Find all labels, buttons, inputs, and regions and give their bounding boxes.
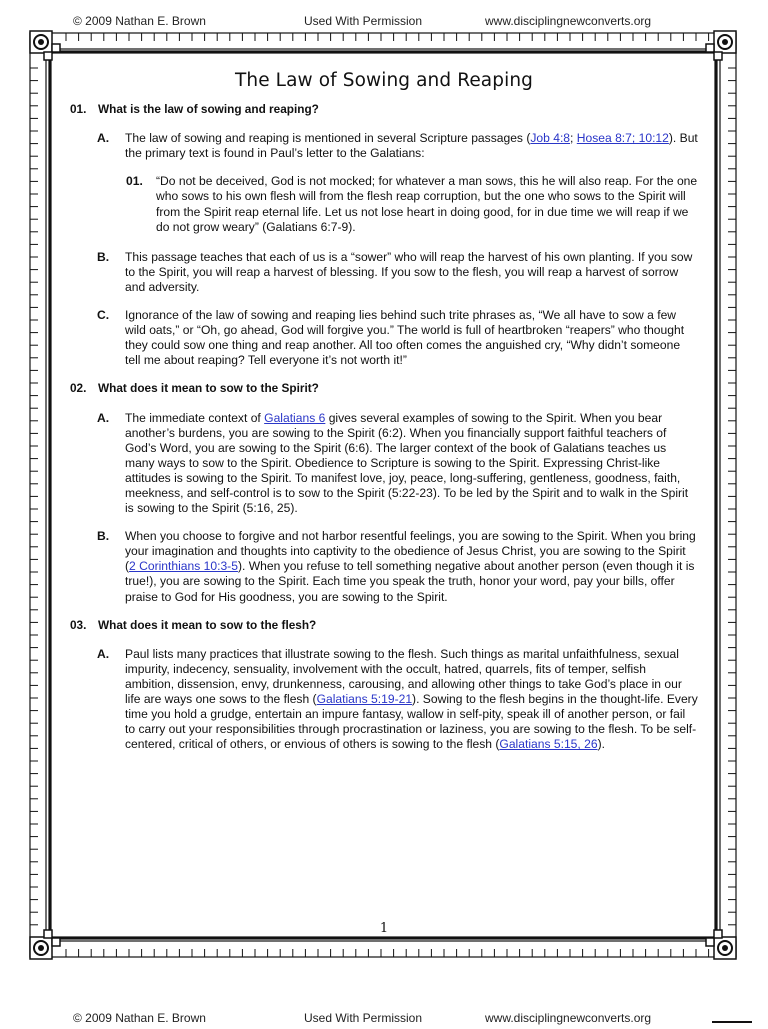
text-run: Paul lists many practices that illustrate sowing to the flesh. Such things as marital unfaithfulness, sexual impurity, indecency, sensuality, involvement with the occult, hatred, quarrels, fits of temper, selfish ambition, dissension, envy, drunkenness, carousing, and allowing other things to take God’s place in our life are ways one sows to the flesh ( xyxy=(125,646,682,706)
text-run: The immediate context of xyxy=(125,410,265,425)
answer-item xyxy=(70,647,698,753)
question-heading xyxy=(70,618,698,633)
question-number: 02. xyxy=(70,381,87,396)
answer-item xyxy=(70,411,698,517)
footer-permission: Used With Permission xyxy=(304,1011,423,1025)
question-text: What does it mean to sow to the Spirit? xyxy=(98,381,319,396)
text-run: This passage teaches that each of us is a “sower” who will reap the harvest of his own planting. If you sow to the Spirit, you will reap a harvest of blessing. If you sow to the flesh, you will reap a harvest of sorrow and adversity. xyxy=(125,249,693,294)
footer-rule xyxy=(712,1021,752,1023)
question-number: 01. xyxy=(70,102,87,117)
text-run: ). When you refuse to tell something negative about another person (even though it is true!), you are sowing to the Spirit. Each time you speak the truth, honor your word, pay your bills, offer praise to God for His goodness, you are sowing to the Spirit. xyxy=(125,559,695,604)
question-text: What is the law of sowing and reaping? xyxy=(98,102,319,117)
answer-item xyxy=(70,131,698,161)
item-text xyxy=(125,250,698,295)
text-run: Ignorance of the law of sowing and reaping lies behind such trite phrases as, “We all have to sow a few wild oats,” or “Oh, go ahead, God will forgive you.” The world is full of heartbroken “reapers” who thought they could sow one thing and reap another. All too often comes the anguished cry, “Why didn’t someone tell me about reaping? Tell everyone it’s not worth it!” xyxy=(125,308,685,368)
corner-ornament-top-left xyxy=(30,31,60,60)
document-body xyxy=(70,70,698,920)
item-marker: B. xyxy=(97,529,110,544)
scripture-link[interactable]: Job 4:8 xyxy=(530,131,571,146)
item-text xyxy=(125,131,698,161)
scripture-link[interactable]: Galatians 5:19-21 xyxy=(316,692,413,706)
sub-item-marker: 01. xyxy=(126,174,143,189)
text-run: ). xyxy=(597,737,605,752)
answer-item xyxy=(70,250,698,295)
corner-ornament-top-right xyxy=(706,31,736,60)
text-run: The law of sowing and reaping is mentioned in several Scripture passages ( xyxy=(125,131,531,146)
scripture-link[interactable]: Hosea 8:7; 10:12 xyxy=(576,131,669,146)
answer-item xyxy=(70,308,698,368)
item-marker: C. xyxy=(97,308,110,323)
item-text xyxy=(125,647,698,753)
question-heading xyxy=(70,381,698,396)
scripture-link[interactable]: 2 Corinthians 10:3-5 xyxy=(129,559,238,574)
item-marker: B. xyxy=(97,249,110,264)
footer-copyright: © 2009 Nathan E. Brown xyxy=(73,1011,206,1025)
answer-item xyxy=(70,529,698,604)
item-marker: A. xyxy=(97,410,110,425)
text-run: gives several examples of sowing to the Spirit. When you bear another’s burdens, you are sowing to the Spirit (6:2). When you financially support faithful teachers of God’s Word, you are sowing to the Spirit (6:6). The larger context of the book of Galatians teaches us many ways to sow to the Spirit. Obedience to Scripture is sowing to the Spirit. Expressing Christ-like attitudes is sowing to the Spirit. To manifest love, joy, peace, long-suffering, gentleness, goodness, faith, meekness, and self-control is to sow to the Spirit (5:22-23). To be led by the Spirit and to walk in the Spirit is sowing to the Spirit (5:16, 25). xyxy=(125,410,689,516)
text-run: ; xyxy=(570,131,577,146)
text-run: ). Sowing to the flesh begins in the thought-life. Every time you hold a grudge, entertain an impure fantasy, wallow in self-pity, speak ill of another person, or fail to carry out your responsibilities through procrastination or laziness, you are sowing to the flesh. To be self-centered, critical of others, or envious of others is sowing to the flesh ( xyxy=(125,692,698,752)
item-marker: A. xyxy=(97,646,110,661)
item-text xyxy=(125,308,698,368)
item-text xyxy=(125,529,698,604)
header-website: www.disciplingnewconverts.org xyxy=(485,14,652,28)
question-heading xyxy=(70,102,698,117)
scripture-link[interactable]: Galatians 5:15, 26 xyxy=(499,737,598,752)
item-text xyxy=(125,411,698,517)
sub-item-text: “Do not be deceived, God is not mocked; for whatever a man sows, this he will also reap. For the one who sows to his own flesh will from the flesh reap corruption, but the one who sows to the Spirit will from the Spirit reap eternal life. Let us not lose heart in doing good, for in due time we will reap if we do not grow weary” (Galatians 6:7-9). xyxy=(156,174,698,234)
page-number: 1 xyxy=(379,921,389,936)
item-marker: A. xyxy=(97,131,110,146)
text-run: When you choose to forgive and not harbor resentful feelings, you are sowing to the Spirit. When you bring your imagination and thoughts into captivity to the obedience of Jesus Christ, you are sowing to the Spirit ( xyxy=(125,529,696,574)
sub-item xyxy=(70,174,698,234)
question-text: What does it mean to sow to the flesh? xyxy=(98,617,317,632)
scripture-link[interactable]: Galatians 6 xyxy=(264,410,326,425)
question-number: 03. xyxy=(70,617,87,632)
header-copyright: © 2009 Nathan E. Brown xyxy=(73,14,206,28)
text-run: ). But the primary text is found in Paul’s letter to the Galatians: xyxy=(125,131,698,161)
header-permission: Used With Permission xyxy=(304,14,423,28)
footer-website: www.disciplingnewconverts.org xyxy=(485,1011,652,1025)
sections-container xyxy=(70,102,698,752)
page-footer xyxy=(0,1011,768,1029)
page-title: The Law of Sowing and Reaping xyxy=(234,70,533,91)
